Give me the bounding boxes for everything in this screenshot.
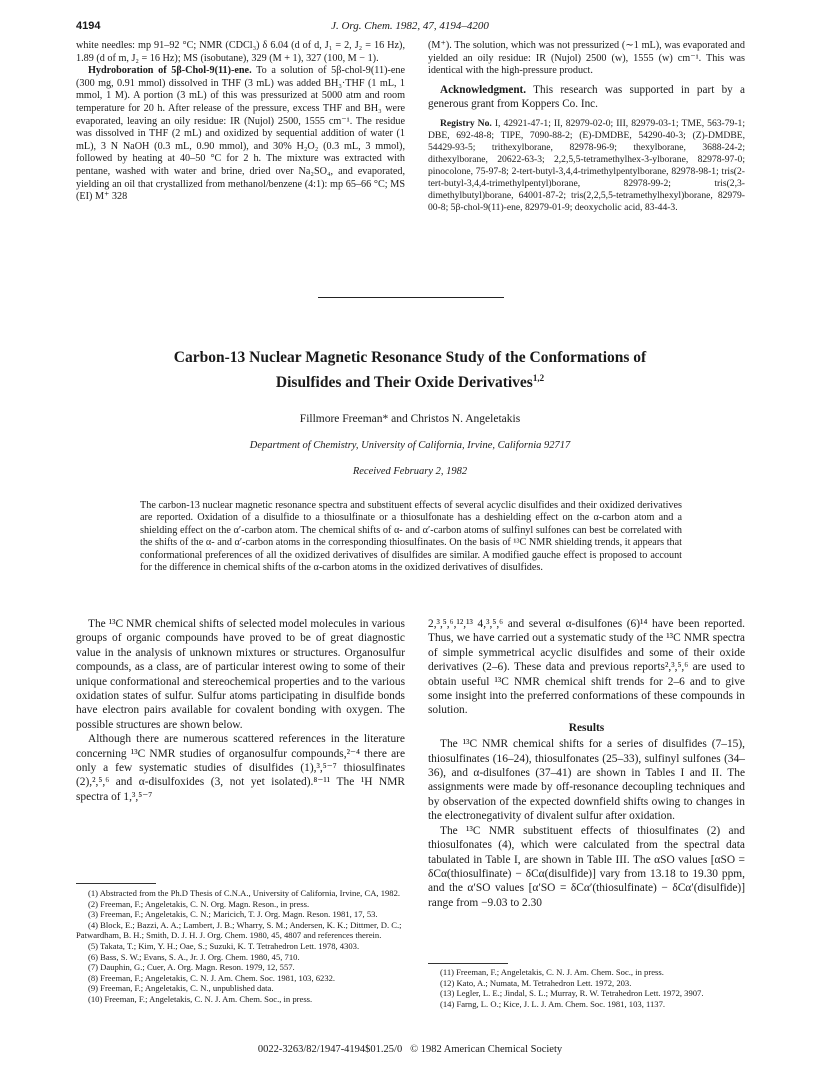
footnote: (13) Legler, L. E.; Jindal, S. L.; Murray, R. W. Tetrahedron Lett. 1972, 3907.: [440, 988, 704, 999]
footnote-rule: [428, 963, 508, 964]
hydroboration-text: To a solution of 5β-chol-9(11)-ene (300 mg, 0.91 mmol) dissolved in THF (3 mL) was added BH₃·THF (1 mL, 1 mmol, 1 M). A portion (3 mL) of this was pressurized at 5000 atm and room temperature for 20 h. After release of the pressure, excess THF and BH₃ were evaporated, leaving an oily residue: IR (Nujol) 2500, 1555 cm⁻¹. The residue was dissolved in THF (2 mL) and oxidized by sequential addition of water (1 mL), 3 N NaOH (0.3 mL, 0.90 mmol), and 30% H₂O₂ (0.3 mL, 3 mmol), followed by heating at 40–50 °C for 2 h. The mixture was extracted with pentane, washed with water and brine, dried over Na₂SO₄, and evaporated, yielding an oil that crystallized from methanol/benzene (4:1): mp 65–66 °C; MS (EI) M⁺ 328: [76, 65, 405, 203]
results-paragraph: The ¹³C NMR chemical shifts for a series of disulfides (7–15), thiosulfinates (16–24), thiosulfonates (25–33), sulfinyl sulfones (34–36), and α-disulfones (37–41) are shown in Tables I and II. The assignments were made by off-resonance decoupling techniques and by observation of the expected downfield shifts owing to changes in the electronegativity of divalent sulfur after oxidation.: [428, 738, 745, 823]
registry-heading: Registry No.: [440, 117, 492, 129]
registry-paragraph: [428, 118, 745, 214]
footnote: (6) Bass, S. W.; Evans, S. A., Jr. J. Org. Chem. 1980, 45, 710.: [88, 951, 300, 962]
article-title-line1: Carbon-13 Nuclear Magnetic Resonance Study of the Conformations of: [173, 349, 647, 366]
footnote: (7) Dauphin, G.; Cuer, A. Org. Magn. Reson. 1979, 12, 557.: [88, 962, 295, 973]
footnote: (14) Farng, L. O.; Kice, J. L. J. Am. Chem. Soc. 1981, 103, 1137.: [440, 998, 666, 1009]
footnote: (9) Freeman, F.; Angeletakis, C. N., unpublished data.: [88, 983, 274, 994]
page-number: 4194: [76, 20, 101, 32]
footnote: (11) Freeman, F.; Angeletakis, C. N. J. Am. Chem. Soc., in press.: [440, 967, 664, 977]
authors: Fillmore Freeman* and Christos N. Angeletakis: [299, 413, 521, 425]
intro-paragraph: Although there are numerous scattered references in the literature concerning ¹³C NMR studies of organosulfur compounds,²⁻⁴ there are only a few systematic studies of disulfides (1),³,⁵⁻⁷ thiosulfinates (2),²,⁵,⁶ and α-disulfoxides (3, not yet isolated).⁸⁻¹¹ The ¹H NMR spectra of 1,³,⁵⁻⁷: [76, 733, 405, 803]
hydroboration-heading: Hydroboration of 5β-Chol-9(11)-ene.: [88, 65, 252, 77]
footnotes-right: [428, 967, 745, 1009]
footnote: (5) Takata, T.; Kim, Y. H.; Oae, S.; Suzuki, K. T. Tetrahedron Lett. 1978, 4303.: [88, 940, 360, 951]
prev-article-paragraph: (M⁺). The solution, which was not pressurized (∼1 mL), was evaporated and yielded an oily residue: IR (Nujol) 2500 (w), 1555 (w) cm⁻¹. This was identical with the high-pressure product.: [428, 40, 745, 77]
article-title-line2: Disulfides and Their Oxide Derivatives$^{1,2}$: [275, 373, 545, 392]
abstract: The carbon-13 nuclear magnetic resonance spectra and substituent effects of several acyclic disulfides and their oxidized derivatives are reported. Oxidation of a disulfide to a thiosulfinate or a thiosulfonate has a deshielding effect on the α-carbon atom and a shielding effect on the α′-carbon atom. The chemical shifts of α- and α′-carbon atoms of sulfinyl sulfones can best be correlated with the shifts of the α- and α′-carbon atoms in the corresponding thiosulfinates. On the basis of ¹³C NMR shielding trends, it appears that conformational preferences of all the oxidized derivatives of disulfides are similar. A modified gauche effect is proposed to account for the difference in chemical shifts of the α-carbon atoms in the oxidized derivatives of disulfides.: [140, 500, 682, 574]
copyright-footer: 0022-3263/82/1947-4194$01.25/0 © 1982 American Chemical Society: [257, 1044, 563, 1055]
footnotes-left: [76, 888, 405, 1005]
results-heading: Results: [568, 721, 605, 734]
prev-article-left-column: [76, 40, 405, 204]
prev-article-right-column: [428, 40, 745, 214]
acknowledgment-paragraph: [428, 83, 745, 111]
footnote: (2) Freeman, F.; Angeletakis, C. N. Org. Magn. Reson., in press.: [88, 898, 310, 909]
article-separator: [318, 297, 504, 298]
body-left-column: [76, 617, 405, 804]
footnote: (10) Freeman, F.; Angeletakis, C. N. J. Am. Chem. Soc., in press.: [88, 993, 313, 1004]
affiliation: Department of Chemistry, University of California, Irvine, California 92717: [249, 440, 571, 451]
footnote: (4) Block, E.; Bazzi, A. A.; Lambert, J. B.; Wharry, S. M.; Andersen, K. K.; Dittmer, D. C.; Patwardham, B. H.; Smith, D. J. H. J. Org. Chem. 1980, 45, 4807 and references therein.: [76, 919, 402, 941]
hydroboration-paragraph: [76, 65, 405, 204]
received-date: Received February 2, 1982: [352, 466, 468, 477]
footnote-rule: [76, 883, 156, 884]
intro-paragraph: The ¹³C NMR chemical shifts of selected model molecules in various groups of organic compounds have proved to be of great diagnostic value in the analysis of unknown mixtures or structures. Organosulfur compounds, as a class, are of particular interest owing to some of their unique conformational and stereochemical properties and to the various oxidation states of sulfur. Sulfur atoms participating in disulfide bonds have electron pairs available for covalent bonding with oxygen. The possible structures are shown below.: [76, 618, 405, 731]
acknowledgment-heading: Acknowledgment.: [440, 83, 527, 96]
body-right-column: [428, 617, 745, 910]
footnote: (1) Abstracted from the Ph.D Thesis of C.N.A., University of California, Irvine, CA, 1982.: [88, 888, 401, 898]
results-paragraph: The ¹³C NMR substituent effects of thiosulfinates (2) and thiosulfonates (4), which were calculated from the spectral data tabulated in Table I, are shown in Table III. The αSO values [αSO = δCα(thiosulfinate) − δCα(disulfide)] vary from 13.18 to 19.30 ppm, and the α′SO values [α′SO = δCα′(thiosulfinate) − δCα′(disulfide)] range from −9.03 to 2.30: [428, 824, 745, 909]
acknowledgment-text: This research was supported in part by a generous grant from Koppers Co. Inc.: [428, 83, 745, 110]
footnote: (12) Kato, A.; Numata, M. Tetrahedron Lett. 1972, 203.: [440, 977, 632, 988]
footnote: (3) Freeman, F.; Angeletakis, C. N.; Maricich, T. J. Org. Magn. Reson. 1981, 17, 53.: [88, 909, 378, 920]
intro-paragraph: 2,³,⁵,⁶,¹²,¹³ 4,³,⁵,⁶ and several α-disulfones (6)¹⁴ have been reported. Thus, we have carried out a systematic study of the ¹³C NMR spectra of simple symmetrical acyclic disulfides and some of their oxide derivatives (2–6). These data and previous reports²,³,⁵,⁶ are used to obtain useful ¹³C NMR chemical shift trends for 2–6 and to give some insight into the preferred conformations of these compounds in solution.: [428, 618, 745, 717]
registry-text: I, 42921-47-1; II, 82979-02-0; III, 82979-03-1; TME, 563-79-1; DBE, 692-48-8; TIPE, 7090-88-2; (E)-DMDBE, 54290-40-3; (Z)-DMDBE, 54429-93-5; trithexylborane, 82978-96-9; thexylborane, 3688-24-2; dithexylborane, 20622-63-3; 2,2,5,5-tetramethylhex-3-ylborane, 82978-97-0; pinocolone, 75-97-8; 2-tert-butyl-3,4,4-trimethylpentylborane, 82978-98-1; tris(2-tert-butyl-3,4,4-trimethylpentyl)borane, 82978-99-2; tris(2,3-dimethylbutyl)borane, 64001-87-2; tris(2,2,5,5-tetramethylhexyl)borane, 82979-00-8; 5β-chol-9(11)-ene, 82979-01-9; deoxycholic acid, 83-44-3.: [428, 117, 746, 213]
article-title: [90, 348, 730, 393]
prev-article-paragraph: white needles: mp 91–92 °C; NMR (CDCl₃) δ 6.04 (d of d, J₁ = 2, J₂ = 16 Hz), 1.89 (d of m, J₂ = 16 Hz); MS (isobutane), 329 (M + 1), 327 (100, M − 1).: [76, 40, 405, 64]
footnote: (8) Freeman, F.; Angeletakis, C. N. J. Am. Chem. Soc. 1981, 103, 6232.: [88, 972, 336, 983]
title-footnote-marker: 1,2: [532, 373, 545, 383]
journal-citation: J. Org. Chem. 1982, 47, 4194–4200: [331, 20, 489, 32]
